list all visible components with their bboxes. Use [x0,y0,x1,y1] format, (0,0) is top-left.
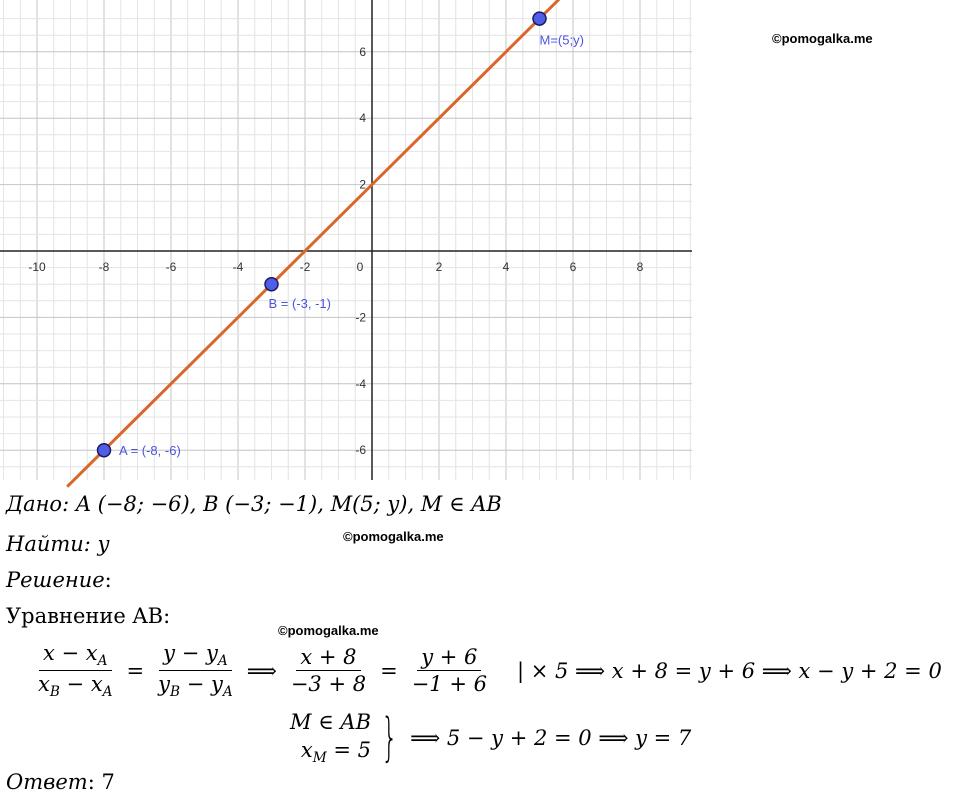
coordinate-graph [0,0,700,490]
watermark-middle: ©pomogalka.me [343,529,444,544]
watermark-top: ©pomogalka.me [772,31,873,46]
point-label-b: B = (-3, -1) [268,296,331,312]
system-line-2-value: = 5 [326,738,371,763]
x-tick-label: 0 [356,260,364,274]
right-brace-icon: } [381,707,398,768]
line-equation [30,640,942,702]
system-result: ⟹ 5 − y + 2 = 0 ⟹ y = 7 [410,725,692,750]
given-text: : A (−8; −6), B (−3; −1), M(5; y), M ∈ AB [62,492,502,516]
fraction-y [154,640,237,702]
x-tick-label: -2 [299,260,311,274]
y-tick-label: 4 [359,111,366,126]
subscript: M [312,750,327,767]
equals-sign: = [126,658,145,683]
fraction-x-numerator: x − x [43,641,98,665]
system-of-conditions [290,708,691,768]
y-tick-label: -6 [355,443,366,458]
subscript: A [222,684,233,701]
system-line-1: M ∈ AB [290,710,371,734]
fraction-x-substituted [287,644,370,698]
given-label: Дано [6,492,63,516]
fraction-x-denominator-rest: − x [59,672,103,697]
fraction-y-denominator: y [158,672,171,697]
find-line [6,532,109,556]
subscript: A [102,684,113,701]
fraction-y-denominator-rest: − y [180,672,223,697]
point-b [265,278,278,291]
point-label-a: A = (-8, -6) [119,443,181,459]
fraction-x-substituted-numerator: x + 8 [296,644,360,671]
solution-label: Решение [6,568,105,592]
system-lines [290,708,371,768]
y-tick-label: -2 [355,310,366,325]
x-tick-label: 4 [502,260,510,274]
answer-line [6,770,115,794]
equals-sign: = [380,658,398,683]
fraction-x-denominator: x [38,672,50,697]
system-line-2-var: x [300,738,313,763]
fraction-y-substituted-denominator: −1 + 6 [411,672,487,697]
y-tick-label: -4 [355,376,366,391]
answer-label: Ответ [6,770,88,794]
find-label: Найти [6,532,84,556]
x-tick-label: 8 [636,260,644,274]
point-m [533,12,546,25]
fraction-x [34,640,117,702]
x-tick-label: -8 [98,260,110,274]
given-line [6,492,502,516]
subscript: B [49,684,60,701]
watermark-lower: ©pomogalka.me [278,623,379,638]
subscript: A [217,653,228,670]
x-tick-label: 6 [569,260,577,274]
solution-colon: : [104,568,112,592]
fraction-x-substituted-denominator: −3 + 8 [290,672,367,697]
point-a [98,444,111,457]
system-line-2 [301,736,371,768]
solution-line [6,568,112,592]
fraction-y-numerator: y − y [163,641,218,665]
implies-sign: ⟹ [246,658,277,683]
x-tick-label: 2 [435,260,443,274]
y-tick-label: 6 [359,44,366,59]
point-label-m: M=(5;y) [539,32,584,48]
equation-label: Уравнение AB: [6,604,171,628]
answer-text: : 7 [87,770,115,794]
fraction-y-substituted [408,644,491,698]
equation-tail: | × 5 ⟹ x + 8 = y + 6 ⟹ x − y + 2 = 0 [516,658,942,683]
subscript: B [170,684,181,701]
y-tick-label: 2 [359,177,366,192]
x-tick-label: -6 [165,260,177,274]
fraction-y-substituted-numerator: y + 6 [417,644,481,671]
x-tick-label: -4 [232,260,244,274]
find-text: : y [83,532,110,556]
subscript: A [97,653,108,670]
x-tick-label: -10 [28,260,46,274]
